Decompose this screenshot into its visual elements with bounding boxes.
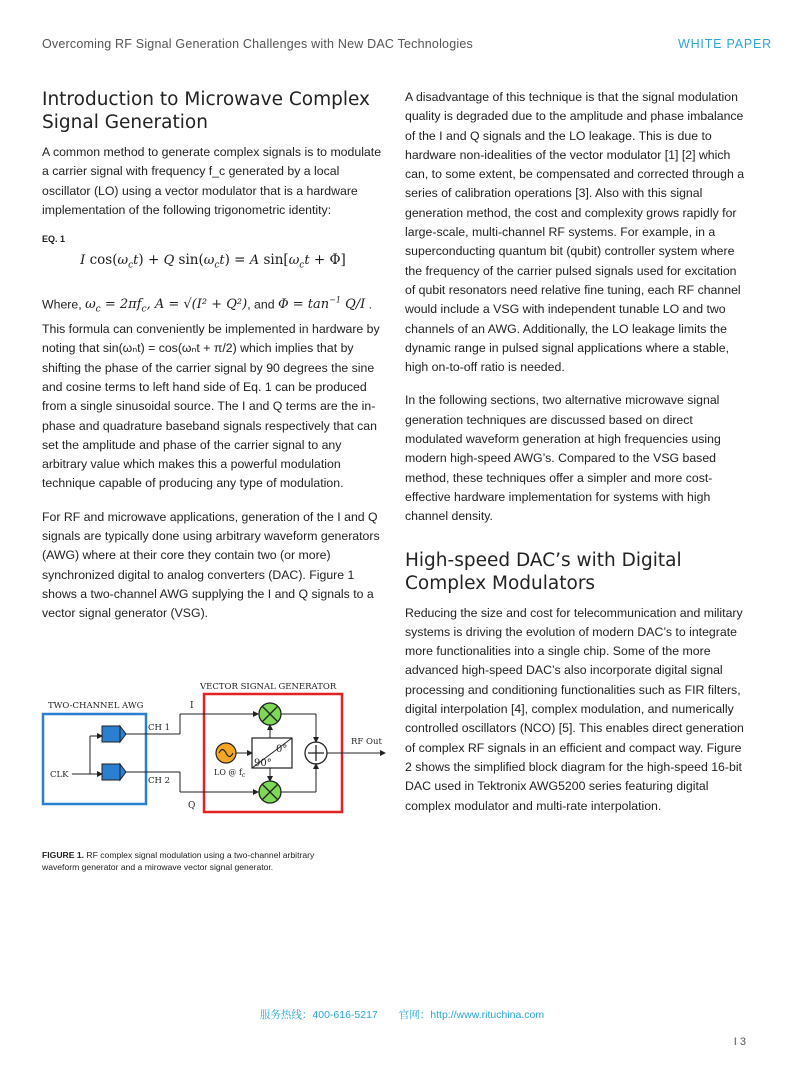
clk-label: CLK [50,770,69,780]
lo-label: LO @ $f_c$ [214,768,246,779]
rf-out-label: RF Out [351,737,382,747]
i-label: I [190,701,194,711]
equation-label: EQ. 1 [42,234,66,245]
page-number: I 3 [733,1036,746,1048]
white-paper-tag: WHITE PAPER [678,37,772,51]
figure-1-diagram [40,674,400,824]
paragraph-dac: Reducing the size and cost for telecommunication and military systems is driving the evolution of modern DAC’s to integrate more functionalities into a single chip. Some of the more advanced high-speed DAC’s also incorporate digital signal processing and conditioning functionalities such as FIR filters, digital interpolation [4], complex modulation, and numerically controlled oscillators (NCO) [5]. This enables direct generation of complex RF signals in an efficient and compact way. Figure 2 shows the simplified block diagram for the high-speed 16-bit DAC used in Tektronix AWG5200 series featuring digital complex modulator and multi-rate interpolation. [405,605,744,813]
equation-1: I $\cos(\omega_ct) + Q$ $\sin(\omega_ct) = A$ $\sin[\omega_ct + \Phi]$ [80,252,346,271]
figure-1-svg [40,674,400,824]
section-heading-dac: High-speed DAC’s with Digital Complex Modulators [405,549,682,594]
dac-2 [102,764,120,780]
footer-contact: 服务热线：400-616-5217 官网：http://www.rituchina.com [259,1009,545,1021]
svg-text:90°: 90° [254,758,272,769]
q-label: Q [188,801,196,811]
where-math: $\omega_c = 2\pi f_c$, A = √(I² + Q²) [85,297,248,315]
where-prefix: Where, [42,297,82,312]
where-rest: This formula can conveniently be implemented in hardware by noting that sin(ωₙt) = cos(ωₙt + π/2) which implies that by shifting the phase of the carrier signal by 90 degrees the sine and cosine terms to left hand side of Eq. 1 can be produced from a single sinusoidal source. The I and Q terms are the in-phase and quadrature baseband signals respectively that can set the amplitude and phase of the carrier signal to any arbitrary value which makes this a powerful modulation technique capable of producing any type of modulation. [42,322,380,491]
caption-label: FIGURE 1. [42,850,85,860]
right-column [405,88,750,830]
svg-text:0°: 0° [276,744,288,755]
vsg-label: VECTOR SIGNAL GENERATOR [200,682,337,692]
paragraph-awg: For RF and microwave applications, generation of the I and Q signals are typically done using arbitrary waveform generators (AWG) where at their core they contain two (or more) synchronized digital to analog converters (DAC). Figure 1 shows a two-channel AWG supplying the I and Q signals to a vector signal generator (VSG). [42,509,380,621]
document-header-title: Overcoming RF Signal Generation Challenges with New DAC Technologies [42,37,473,51]
paragraph-alternatives: In the following sections, two alternative microwave signal generation techniques are discussed based on direct modulated waveform generation at high frequencies using modern high-speed AWG’s. Compared to the VSG based method, these techniques offer a simpler and more cost-effective hardware implementation for systems with high channel density. [405,393,721,524]
ch2-label: CH 2 [148,776,171,786]
left-column [42,88,384,638]
paragraph-disadvantage: A disadvantage of this technique is that the signal modulation quality is degraded due to the amplitude and phase imbalance of the I and Q signals and the LO leakage. This is due to hardware non-idealities of the vector modulator [1] [2] which can, to some extent, be compensated and corrected through a series of calibration operations [3]. Also with this signal generation method, the cost and complexity grows rapidly for large-scale, multi-channel RF systems. For example, in a superconducting quantum bit (qubit) controller system where the frequency of the carrier pulsed signals used for excitation of qubit resonators need relative fine tuning, each RF channel would include a VSG with independent tunable LO and two channels of an AWG. Additionally, the LO leakage limits the dynamic range in pulsed signal applications where a stable, high on-to-off ratio is needed. [405,90,745,375]
caption-text: RF complex signal modulation using a two-channel arbitrary waveform generator and a mirowave vector signal generator. [42,850,315,872]
awg-label: TWO-CHANNEL AWG [48,701,144,711]
dac-1 [102,726,120,742]
paragraph-where: Where, $\omega_c = 2\pi f_c$, A = √(I² + Q²), and $\Phi = \tan^{-1} Q/I$ . This formula can conveniently be implemented in hardware by noting that sin(ωₙt) = cos(ωₙt + π/2) which implies that by shifting the phase of the carrier signal by 90 degrees the sine and cosine terms to left hand side of Eq. 1 can be produced from a single sinusoidal source. The I and Q terms are the in-phase and quadrature baseband signals respectively that can set the amplitude and phase of the carrier signal to any arbitrary value which makes this a powerful modulation technique capable of producing any type of modulation. [42,295,380,491]
figure-1-caption [42,850,342,873]
awg-box [43,714,146,804]
paragraph-intro: A common method to generate complex signals is to modulate a carrier signal with frequency f_c generated by a local oscillator (LO) using a vector modulator that is a hardware implementation of the following trigonometric identity: [42,145,382,217]
ch1-label: CH 1 [148,723,171,733]
section-heading-intro: Introduction to Microwave Complex Signal Generation [42,89,370,133]
